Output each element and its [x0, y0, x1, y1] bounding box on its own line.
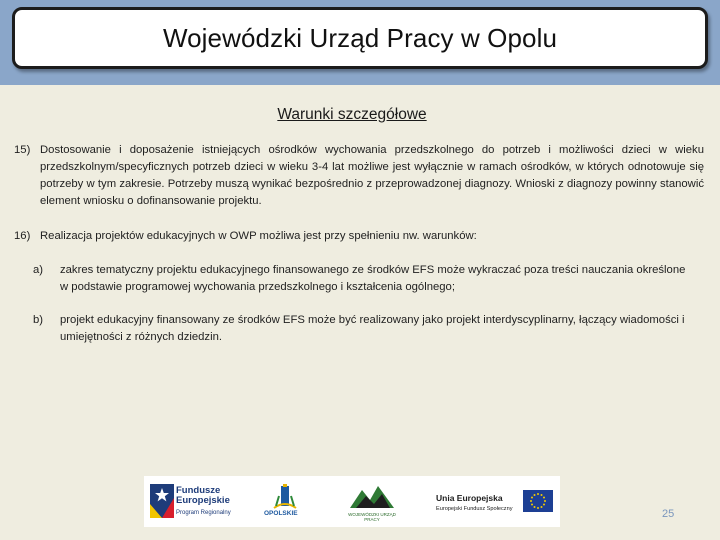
- fundusze-sub: Program Regionalny: [176, 510, 231, 516]
- sub-item-a: [33, 262, 693, 296]
- sub-item-label: a): [33, 264, 44, 276]
- wup-icon: [350, 482, 394, 510]
- list-item-15: [14, 142, 704, 210]
- sub-item-text: projekt edukacyjny finansowany ze środków EFS może być realizowany jako projekt interdyscyplinarny, łączący wiadomości i umiejętności z różnych dziedzin.: [60, 314, 685, 343]
- eu-flag-icon: [523, 490, 553, 512]
- opolskie-region-logo: [262, 476, 314, 527]
- list-item-16: [14, 228, 704, 245]
- opolskie-icon: [270, 484, 300, 510]
- wup-text: WOJEWÓDZKI URZĄD PRACY: [348, 512, 396, 522]
- fundusze-text: [176, 486, 230, 506]
- item-text: Realizacja projektów edukacyjnych w OWP możliwa jest przy spełnieniu nw. warunków:: [40, 230, 477, 242]
- fundusze-line2: Europejskie: [176, 495, 230, 506]
- title-box: [12, 7, 708, 69]
- item-number: 16): [14, 230, 31, 242]
- opolskie-text: OPOLSKIE: [264, 510, 298, 517]
- item-number: 15): [14, 144, 31, 156]
- ue-title: Unia Europejska: [436, 493, 503, 503]
- slide-title: Wojewódzki Urząd Pracy w Opolu: [162, 22, 558, 53]
- fundusze-europejskie-icon: [150, 484, 174, 518]
- fundusze-line1: Fundusze: [176, 485, 221, 496]
- sub-item-text: zakres tematyczny projektu edukacyjnego finansowanego ze środków EFS może wykraczać poza treści nauczania określone w podstawie programowej wychowania przedszkolnego i kształcenia ogólnego;: [60, 264, 686, 293]
- ue-sub: Europejski Fundusz Społeczny: [436, 506, 513, 512]
- sub-item-b: [33, 312, 693, 346]
- unia-europejska-logo: [434, 476, 556, 527]
- section-title: Warunki szczegółowe: [277, 106, 427, 123]
- page-number: 25: [662, 508, 675, 520]
- fundusze-europejskie-logo: [146, 476, 242, 527]
- wup-mountains-logo: [340, 476, 404, 527]
- sub-item-label: b): [33, 314, 44, 326]
- logo-strip: [144, 476, 560, 527]
- item-text: Dostosowanie i doposażenie istniejących ośrodków wychowania przedszkolnego do potrzeb i możliwości dzieci w wieku przedszkolnym/specyficznych potrzeb dzieci w wieku 3-4 lat możliwe jest wyłącznie w ramach ośrodków, w których odnotowuje się potrzeby w tym zakresie. Potrzeby muszą wynikać bezpośrednio z przeprowadzonej diagnozy. Wnioski z diagnozy powinny stanowić element wniosku o dofinansowanie projektu.: [40, 144, 704, 207]
